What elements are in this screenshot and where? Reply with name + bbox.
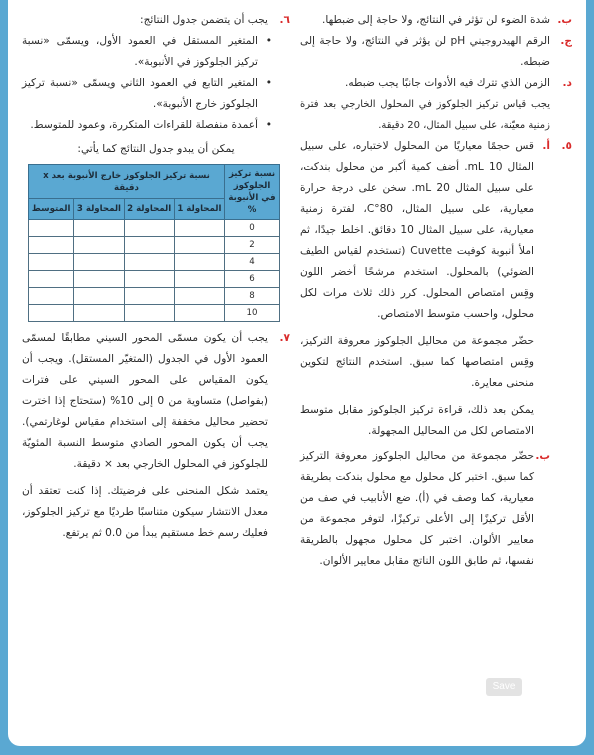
table-cell <box>124 288 174 305</box>
q6-intro: يجب أن يتضمن جدول النتائج: <box>140 14 268 26</box>
q7-para2: يعتمد شكل المنحنى على فرضيتك. إذا كنت تعتقد أن معدل الانتشار سيكون متناسبًا طرديًا مع تركيز الجلوكوز، فعليك رسم خط مستقيم يبدأ من 0.0 ثم يرتفع. <box>22 485 268 539</box>
table-cell <box>29 254 74 271</box>
table-row <box>29 271 280 288</box>
item-text: يجب قياس تركيز الجلوكوز في المحلول الخارجي بعد فترة زمنية معيّنة، على سبيل المثال، 20 دقيقة. <box>300 99 550 131</box>
q7-text: يجب أن يكون مسمّى المحور السيني مطابقًا لمسمّى العمود الأول في الجدول (المتغيّر المستقل). ويجب أن يكون المقياس على المحور السيني على فترات (بفواصل) متساوية من 0 إلى 10% (ستحتاج إذا اخترت تحضير محاليل مخففة إلى استخدام مقياس لوغارتمي). يجب أن يكون المحور الصادي متوسط النسبة المئويّة للجلوكوز في المحلول الخارجي بعد × دقيقة. <box>22 332 268 470</box>
table-cell <box>29 271 74 288</box>
table-row <box>29 237 280 254</box>
table-cell <box>74 305 124 322</box>
left-column <box>22 10 290 544</box>
table-cell <box>74 254 124 271</box>
page <box>8 0 586 746</box>
table-cell <box>174 271 224 288</box>
table-cell <box>174 237 224 254</box>
table-cell <box>124 220 174 237</box>
table-cell <box>29 288 74 305</box>
table-intro: يمكن أن يبدو جدول النتائج كما يأتي: <box>77 143 235 155</box>
item-marker: ج. <box>560 35 572 47</box>
table-row <box>29 254 280 271</box>
right-column <box>300 10 572 572</box>
question-marker: ٦. <box>279 14 290 26</box>
question-marker: ٧. <box>279 332 290 344</box>
table-header-trial-2: المحاولة 2 <box>124 199 174 220</box>
list-item: • أعمدة منفصلة للقراءات المتكررة، وعمود للمتوسط. <box>22 115 272 136</box>
table-cell <box>29 220 74 237</box>
part-b-text: حضّر مجموعة من محاليل الجلوكوز معروفة التركيز كما سبق. اختبر كل محلول مع محلول بندكت بطريقة معيارية، كما وصف في (أ). ضع الأنابيب في صف من الأقل تركيزًا إلى الأعلى تركيزًا، لتوفر مجموعة من معايير الألوان. اختبر كل محلول مجهول بالطريقة نفسها، ثم طابق اللون الناتج مقابل معايير الألوان. <box>300 450 534 567</box>
q5-part-a <box>300 136 550 442</box>
item-text: شدة الضوء لن تؤثر في النتائج، ولا حاجة إلى ضبطها. <box>321 14 550 26</box>
table-row <box>29 220 280 237</box>
table-header-outside: نسبة تركيز الجلوكوز خارج الأنبوبة بعد x دقيقة <box>29 165 225 199</box>
table-cell-percent: 4 <box>225 254 280 271</box>
table-cell <box>74 237 124 254</box>
item-d <box>300 73 572 136</box>
q5-part-b <box>300 446 550 572</box>
table-cell <box>74 220 124 237</box>
table-header-trial-1: المحاولة 1 <box>174 199 224 220</box>
table-cell <box>174 220 224 237</box>
results-table <box>28 164 280 322</box>
table-row <box>29 305 280 322</box>
table-cell <box>174 254 224 271</box>
table-cell <box>29 305 74 322</box>
question-marker: ٥. <box>561 140 572 152</box>
question-5 <box>300 136 572 442</box>
table-cell-percent: 8 <box>225 288 280 305</box>
table-cell-percent: 10 <box>225 305 280 322</box>
item-j <box>300 31 572 73</box>
table-cell <box>74 271 124 288</box>
question-7 <box>22 328 290 544</box>
table-cell <box>174 305 224 322</box>
table-header-trial-3: المحاولة 3 <box>74 199 124 220</box>
table-cell-percent: 2 <box>225 237 280 254</box>
list-item: • المتغير التابع في العمود الثاني ويسمّى «نسبة تركيز الجلوكوز خارج الأنبوبة». <box>22 73 272 115</box>
question-6 <box>22 10 290 31</box>
table-cell <box>124 254 174 271</box>
part-a-para2: حضّر مجموعة من محاليل الجلوكوز معروفة التركيز، وقِس امتصاصها كما سبق. استخدم النتائج لتكوين منحنى معايرة. <box>300 335 534 389</box>
part-marker: ب. <box>535 450 550 462</box>
list-item: • المتغير المستقل في العمود الأول، ويسمّى «نسبة تركيز الجلوكوز في الأنبوبة». <box>22 31 272 73</box>
item-b <box>300 10 572 31</box>
item-marker: د. <box>562 77 572 89</box>
part-a-para3: يمكن بعد ذلك، قراءة تركيز الجلوكوز مقابل متوسط الامتصاص لكل من المحاليل المجهولة. <box>300 404 534 437</box>
q6-bullet-list <box>22 31 290 136</box>
table-cell <box>124 271 174 288</box>
item-text: الرقم الهيدروجيني pH لن يؤثر في النتائج، ولا حاجة إلى ضبطه. <box>300 35 550 68</box>
table-header-inside: نسبة تركيز الجلوكوز في الأنبوبة % <box>225 165 280 220</box>
table-row <box>29 288 280 305</box>
part-marker: أ. <box>542 140 550 152</box>
table-cell <box>29 237 74 254</box>
table-cell-percent: 6 <box>225 271 280 288</box>
item-marker: ب. <box>557 14 572 26</box>
table-cell <box>124 305 174 322</box>
table-cell <box>124 237 174 254</box>
table-cell-percent: 0 <box>225 220 280 237</box>
table-cell <box>174 288 224 305</box>
part-a-text: قس حجمًا معياريًا من المحلول لاختباره، على سبيل المثال 10 mL. أضف كمية أكبر من محلول بندكت، على سبيل المثال 20 mL. سخن على درجة حرارة معيارية، على سبيل المثال، 80°C، لفترة زمنية معيارية، على سبيل المثال 10 دقائق. اخلط جيدًا، ثم املأ أنبوبة كوفيت Cuvette (تستخدم لقياس الطيف الضوئي) بالمحلول. استخدم مرشحًا أخضر اللون وقِس امتصاص المحلول. كرر ذلك ثلاث مرات لكل محلول، واحسب متوسط الامتصاص. <box>300 140 534 320</box>
item-text: الزمن الذي تترك فيه الأدوات جانبًا يجب ضبطه. <box>344 77 550 89</box>
table-header-average: المتوسط <box>29 199 74 220</box>
table-cell <box>74 288 124 305</box>
save-button[interactable]: Save <box>486 678 522 696</box>
